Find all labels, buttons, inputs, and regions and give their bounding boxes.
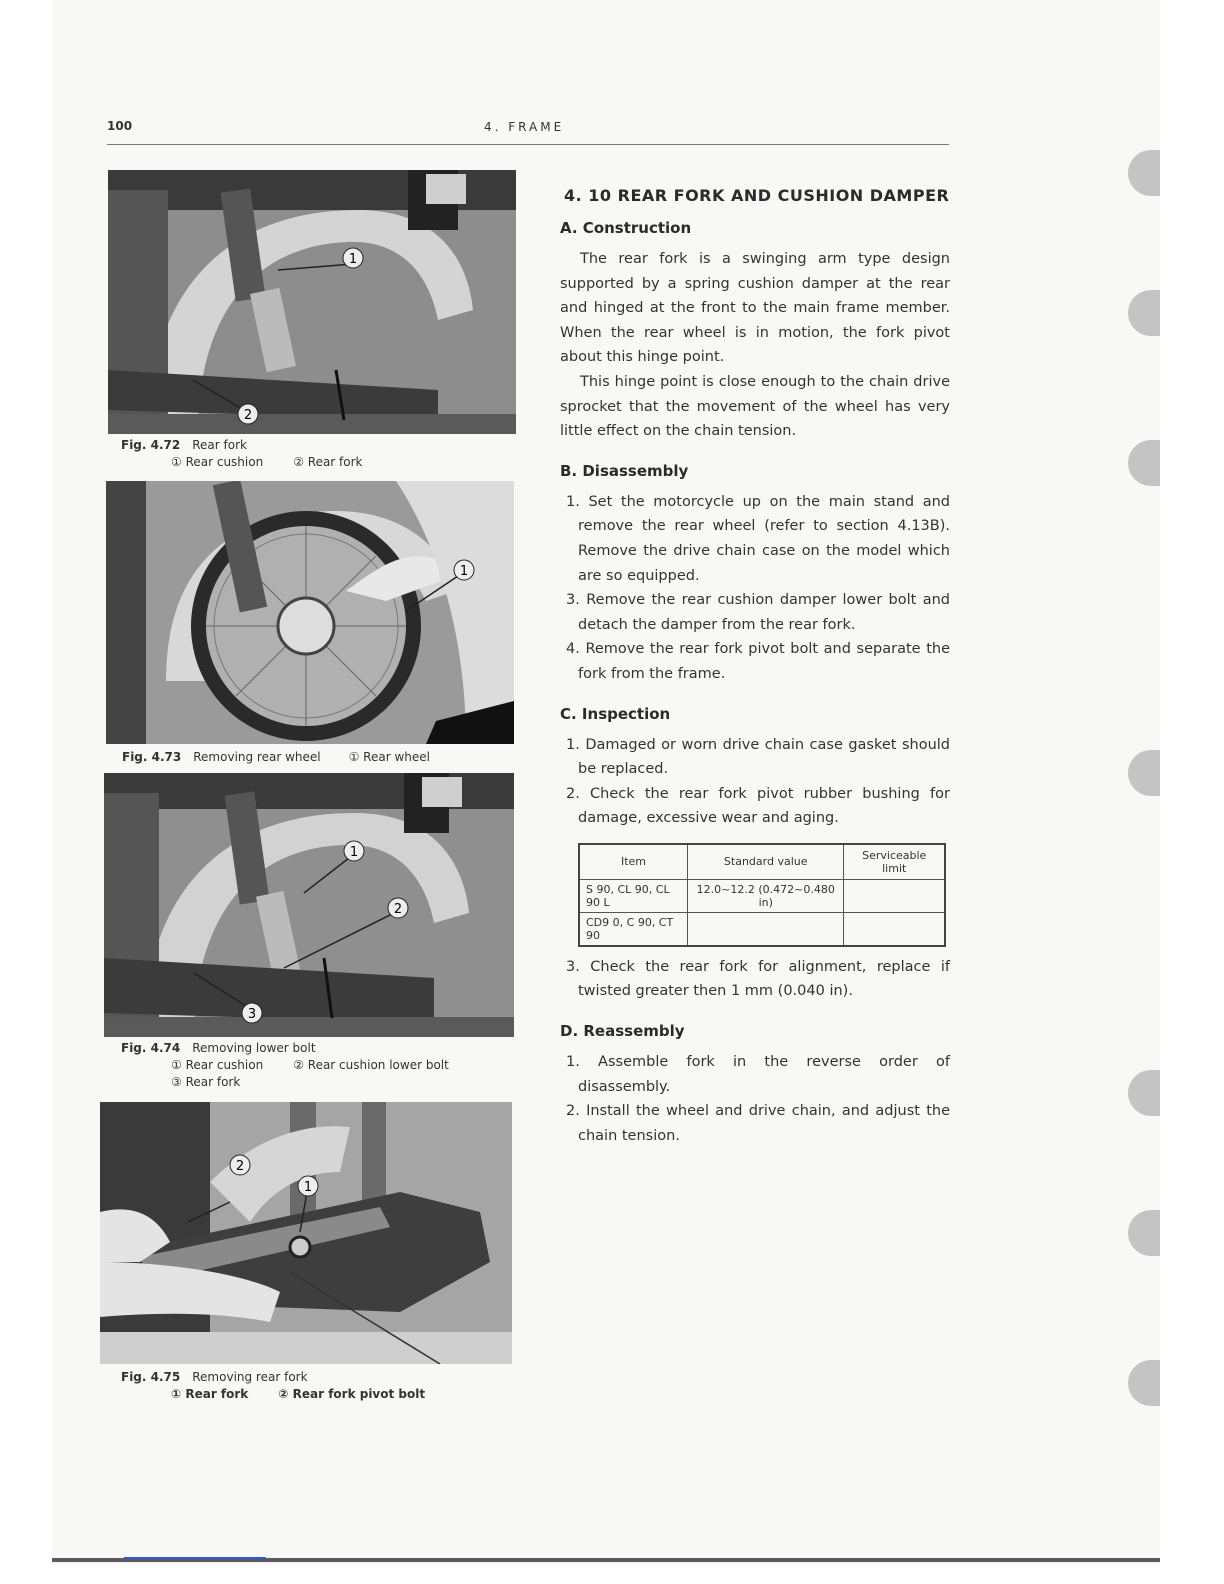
construction-paragraph: The rear fork is a swinging arm type design supported by a spring cushion damper at the rear and hinged at the front to the main frame member. When the rear wheel is in motion, the fork pivot about this hinge point.: [560, 251, 950, 366]
callout-1-icon: [343, 248, 363, 268]
callout-2-icon: [238, 404, 258, 424]
figure-photo-rear-fork: [108, 170, 516, 434]
svg-text:1: 1: [349, 845, 359, 860]
callout-1-icon: [454, 560, 474, 580]
bottom-link-bar[interactable]: [124, 1557, 266, 1559]
inspection-steps-continued: [560, 955, 950, 1004]
spec-table: [578, 843, 946, 947]
svg-text:1: 1: [348, 252, 358, 267]
list-item: 1. Set the motorcycle up on the main stand and remove the rear wheel (refer to section 4.13B). Remove the drive chain case on the model which are so equipped.: [566, 493, 950, 584]
figure-photo-rear-wheel: [106, 481, 514, 744]
figure-caption: Fig. 4.74 Removing lower bolt ① Rear cushion ② Rear cushion lower bolt ③ Rear fork: [121, 1041, 449, 1089]
table-header: Standard value: [688, 844, 844, 880]
table-cell: CD9 0, C 90, CT 90: [579, 912, 688, 946]
figure-caption: Fig. 4.73 Removing rear wheel ① Rear wheel: [122, 750, 430, 764]
list-item: 3. Check the rear fork for alignment, replace if twisted greater then 1 mm (0.040 in).: [566, 958, 950, 1000]
table-cell: [844, 879, 945, 912]
table-header: Item: [579, 844, 688, 880]
construction-paragraph: This hinge point is close enough to the chain drive sprocket that the movement of the wheel has very little effect on the chain tension.: [560, 373, 950, 440]
inspection-heading: C. Inspection: [560, 704, 671, 723]
callout-1-icon: [344, 841, 364, 861]
table-cell: [688, 912, 844, 946]
reassembly-steps: [560, 1050, 950, 1148]
callout-2-icon: [388, 898, 408, 918]
list-item: 2. Check the rear fork pivot rubber bushing for damage, excessive wear and aging.: [566, 785, 950, 827]
callout-3-icon: [242, 1003, 262, 1023]
figure-photo-lower-bolt: [104, 773, 514, 1037]
list-item: 1. Damaged or worn drive chain case gasket should be replaced.: [566, 736, 950, 778]
table-cell: [844, 912, 945, 946]
callout-2-icon: [230, 1155, 250, 1175]
svg-text:3: 3: [247, 1007, 257, 1022]
svg-text:2: 2: [393, 902, 403, 917]
svg-text:1: 1: [303, 1180, 313, 1195]
section-title: 4. 10 REAR FORK AND CUSHION DAMPER: [564, 186, 950, 205]
table-cell: S 90, CL 90, CL 90 L: [579, 879, 688, 912]
text-column: [560, 180, 950, 1148]
figure-caption: Fig. 4.72 Rear fork ① Rear cushion ② Rear fork: [121, 438, 363, 469]
list-item: 1. Assemble fork in the reverse order of disassembly.: [566, 1054, 950, 1095]
disassembly-steps: [560, 490, 950, 687]
list-item: 2. Install the wheel and drive chain, and adjust the chain tension.: [566, 1103, 950, 1144]
construction-heading: A. Construction: [560, 219, 692, 237]
chapter-title: 4. FRAME: [484, 120, 565, 134]
reassembly-heading: D. Reassembly: [560, 1022, 685, 1041]
table-header: Serviceable limit: [844, 844, 945, 880]
svg-text:2: 2: [235, 1159, 245, 1174]
table-row: [579, 912, 945, 946]
header-rule: [107, 144, 949, 145]
callout-1-icon: [298, 1176, 318, 1196]
inspection-steps: [560, 733, 950, 831]
svg-text:1: 1: [459, 564, 469, 579]
table-row: [579, 879, 945, 912]
table-cell: 12.0~12.2 (0.472~0.480 in): [688, 879, 844, 912]
figure-photo-rear-fork-removal: [100, 1102, 512, 1364]
list-item: 4. Remove the rear fork pivot bolt and separate the fork from the frame.: [566, 641, 950, 682]
figure-caption: Fig. 4.75 Removing rear fork ① Rear fork ② Rear fork pivot bolt: [121, 1370, 426, 1401]
page-number: 100: [107, 119, 133, 133]
list-item: 3. Remove the rear cushion damper lower bolt and detach the damper from the rear fork.: [566, 592, 950, 633]
svg-text:2: 2: [243, 408, 253, 423]
disassembly-heading: B. Disassembly: [560, 461, 689, 480]
